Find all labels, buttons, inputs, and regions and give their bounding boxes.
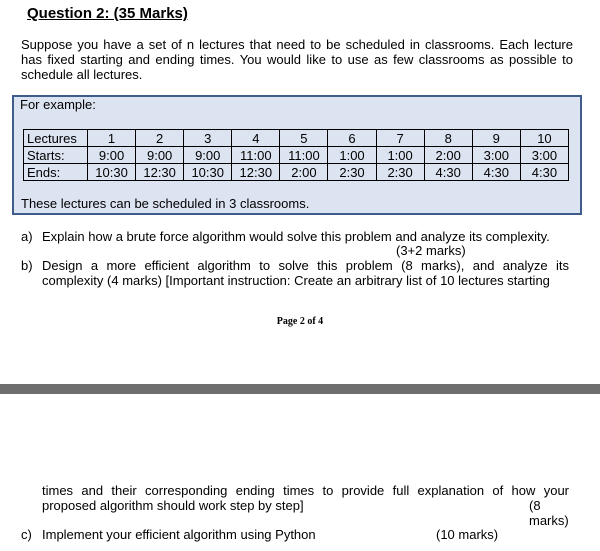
start-time: 2:00 [424, 147, 472, 164]
end-time: 4:30 [424, 164, 472, 181]
end-time: 12:30 [232, 164, 280, 181]
start-time: 1:00 [376, 147, 424, 164]
question-b-marker: b) [21, 258, 33, 273]
lecture-number: 1 [88, 130, 136, 147]
start-time: 11:00 [232, 147, 280, 164]
table-row-ends [24, 164, 569, 181]
end-time: 12:30 [136, 164, 184, 181]
end-time: 2:00 [280, 164, 328, 181]
start-time: 9:00 [88, 147, 136, 164]
end-time: 10:30 [88, 164, 136, 181]
end-time: 4:30 [472, 164, 520, 181]
end-time: 4:30 [520, 164, 568, 181]
question-b-marks [42, 498, 569, 528]
row-label-ends: Ends: [24, 164, 88, 181]
start-time: 11:00 [280, 147, 328, 164]
question-b-marks-text: (8 marks) [529, 498, 569, 528]
problem-statement: Suppose you have a set of n lectures that need to be scheduled in classrooms. Each lecture has fixed starting and ending times. You would like to use as few classrooms as possible to schedule all lectures. [21, 37, 573, 82]
lecture-number: 5 [280, 130, 328, 147]
question-a-marks: (3+2 marks) [396, 243, 466, 258]
lecture-number: 4 [232, 130, 280, 147]
table-row-starts [24, 147, 569, 164]
start-time: 3:00 [472, 147, 520, 164]
example-label: For example: [20, 97, 96, 112]
row-label-lectures: Lectures [24, 130, 88, 147]
page-break-divider [0, 384, 600, 394]
row-label-starts: Starts: [24, 147, 88, 164]
question-c-marker: c) [21, 527, 32, 542]
question-c-text: Implement your efficient algorithm using Python [42, 527, 316, 542]
question-c-marks: (10 marks) [436, 527, 499, 542]
question-a-marker: a) [21, 229, 33, 244]
question-b-continuation: times and their corresponding ending times to provide full explanation of how your proposed algorithm should work step by step] [42, 483, 569, 513]
lecture-number: 7 [376, 130, 424, 147]
question-title: Question 2: (35 Marks) [27, 5, 188, 22]
lecture-number: 10 [520, 130, 568, 147]
lecture-table [23, 129, 569, 181]
question-b [21, 258, 569, 288]
example-summary: These lectures can be scheduled in 3 classrooms. [21, 196, 310, 211]
question-a-text: Explain how a brute force algorithm would solve this problem and analyze its complexity. [42, 229, 550, 244]
lecture-number: 3 [184, 130, 232, 147]
question-b-text: Design a more efficient algorithm to solve this problem (8 marks), and analyze its complexity (4 marks) [Important instruction: Create an arbitrary list of 10 lectures starting [42, 258, 569, 288]
start-time: 1:00 [328, 147, 376, 164]
end-time: 2:30 [328, 164, 376, 181]
page-number: Page 2 of 4 [276, 316, 324, 327]
end-time: 2:30 [376, 164, 424, 181]
lecture-number: 9 [472, 130, 520, 147]
question-a [21, 229, 569, 259]
lecture-number: 8 [424, 130, 472, 147]
lecture-number: 6 [328, 130, 376, 147]
start-time: 9:00 [136, 147, 184, 164]
start-time: 9:00 [184, 147, 232, 164]
lecture-number: 2 [136, 130, 184, 147]
end-time: 10:30 [184, 164, 232, 181]
start-time: 3:00 [520, 147, 568, 164]
table-row-lectures [24, 130, 569, 147]
